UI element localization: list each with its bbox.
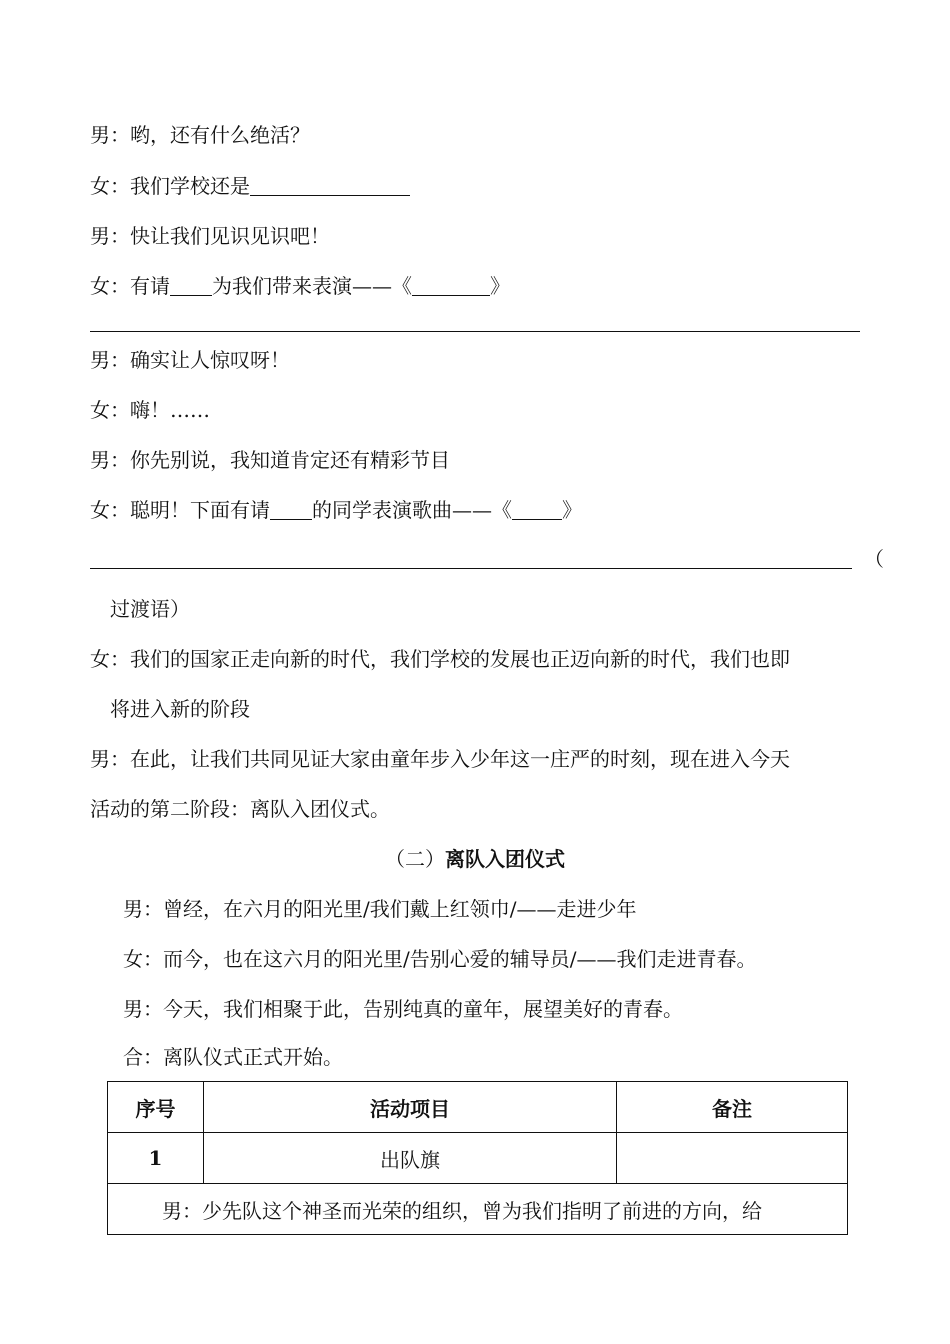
dialogue-line: 活动的第二阶段：离队入团仪式。 bbox=[90, 797, 390, 821]
dialogue-line: 女：而今，也在这六月的阳光里/告别心爱的辅导员/——我们走进青春。 bbox=[123, 947, 757, 971]
note-text: 男：少先队这个神圣而光荣的组织，曾为我们指明了前进的方向，给 bbox=[108, 1184, 848, 1235]
ceremony-table bbox=[107, 1081, 848, 1235]
header-number: 序号 bbox=[108, 1082, 204, 1133]
section-prefix: （二） bbox=[385, 847, 445, 871]
table-row bbox=[108, 1133, 848, 1184]
dialogue-line: 合：离队仪式正式开始。 bbox=[123, 1045, 343, 1069]
dialogue-line: 男：你先别说，我知道肯定还有精彩节目 bbox=[90, 448, 450, 472]
row-activity: 出队旗 bbox=[204, 1133, 617, 1184]
header-remark: 备注 bbox=[617, 1082, 848, 1133]
dialogue-line: 过渡语） bbox=[110, 597, 190, 621]
dialogue-line: 男：今天，我们相聚于此，告别纯真的童年，展望美好的青春。 bbox=[123, 997, 683, 1021]
dialogue-line: 女：嗨！…… bbox=[90, 398, 210, 422]
fill-blank bbox=[250, 175, 410, 196]
dialogue-line: 男：确实让人惊叹呀！ bbox=[90, 348, 290, 372]
fill-blank bbox=[412, 275, 490, 296]
dialogue-text: 的同学表演歌曲——《 bbox=[312, 498, 512, 522]
dialogue-line bbox=[90, 172, 410, 200]
dialogue-text: 女：我们学校还是 bbox=[90, 174, 250, 198]
dialogue-line: 男：哟，还有什么绝活？ bbox=[90, 123, 310, 147]
dialogue-text: 》 bbox=[562, 498, 582, 522]
section-heading bbox=[0, 845, 950, 873]
dialogue-text: 女：有请 bbox=[90, 274, 170, 298]
header-activity: 活动项目 bbox=[204, 1082, 617, 1133]
section-title: 离队入团仪式 bbox=[445, 847, 565, 871]
table-header-row bbox=[108, 1082, 848, 1133]
dialogue-line: 女：我们的国家正走向新的时代，我们学校的发展也正迈向新的时代，我们也即 bbox=[90, 647, 790, 671]
dialogue-line: 男：曾经，在六月的阳光里/我们戴上红领巾/——走进少年 bbox=[123, 897, 637, 921]
dialogue-line: 男：在此，让我们共同见证大家由童年步入少年这一庄严的时刻，现在进入今天 bbox=[90, 747, 790, 771]
dialogue-line bbox=[90, 272, 510, 300]
table-note-row bbox=[108, 1184, 848, 1235]
dialogue-line bbox=[90, 496, 582, 524]
dialogue-line: 将进入新的阶段 bbox=[110, 697, 250, 721]
dialogue-line: 男：快让我们见识见识吧！ bbox=[90, 224, 330, 248]
dialogue-text: 》 bbox=[490, 274, 510, 298]
dialogue-text: 女：聪明！下面有请 bbox=[90, 498, 270, 522]
fill-blank bbox=[270, 499, 312, 520]
row-number: 1 bbox=[108, 1133, 204, 1184]
fill-blank bbox=[170, 275, 212, 296]
fill-blank bbox=[512, 499, 562, 520]
fill-blank-line bbox=[90, 568, 852, 569]
row-remark bbox=[617, 1133, 848, 1184]
dialogue-text: 为我们带来表演——《 bbox=[212, 274, 412, 298]
fill-blank-line bbox=[90, 331, 860, 332]
paren-open: （ bbox=[864, 547, 884, 571]
